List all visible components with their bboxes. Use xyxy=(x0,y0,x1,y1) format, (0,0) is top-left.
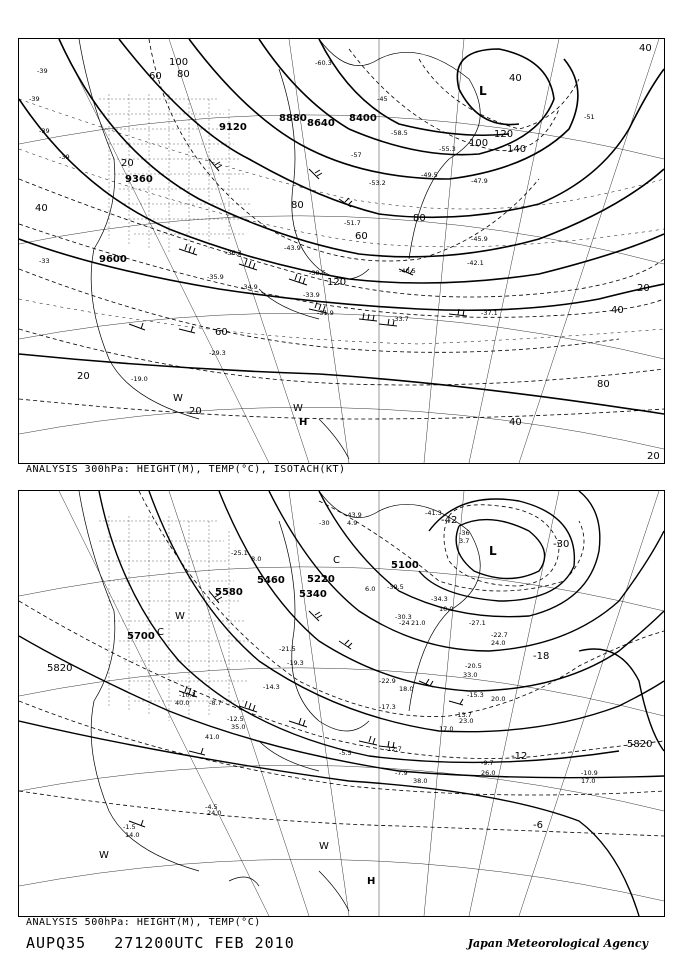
temperature-label: -57 xyxy=(351,151,362,159)
isotach-label: 120 xyxy=(494,129,514,140)
isotherm-lines xyxy=(19,99,664,344)
lat-lon-grid xyxy=(19,491,664,916)
isotach-label: 80 xyxy=(177,69,190,80)
temperature-label: -10.3 xyxy=(179,691,196,699)
low-pressure-center: L xyxy=(479,84,487,98)
temperature-label: -42 xyxy=(441,515,458,526)
temperature-label: 3.7 xyxy=(459,537,470,545)
isotach-label: 140 xyxy=(507,144,527,155)
temperature-label: -39.5 xyxy=(387,583,404,591)
temperature-label: 24.0 xyxy=(491,639,506,647)
warm-airmass-mark: W xyxy=(293,403,303,414)
temperature-label: -30 xyxy=(553,539,570,550)
caption-300hpa: ANALYSIS 300hPa: HEIGHT(M), TEMP(°C), ISOTACH(KT) xyxy=(26,464,346,475)
temperature-label: -31.9 xyxy=(317,309,334,317)
chart-code: AUPQ35 xyxy=(26,934,87,952)
temperature-label: -39 xyxy=(59,153,70,161)
temperature-label: 17.0 xyxy=(439,725,454,733)
temperature-label: 23.0 xyxy=(459,717,474,725)
warm-airmass-mark: W xyxy=(319,841,329,852)
height-label: 9360 xyxy=(125,174,153,185)
temperature-label: -39 xyxy=(37,67,48,75)
temperature-label: -15.3 xyxy=(467,691,484,699)
terrain-hatching xyxy=(99,94,251,254)
temperature-label: -42.1 xyxy=(467,259,484,267)
isotach-label: 100 xyxy=(169,57,189,68)
map-500hpa xyxy=(18,490,665,917)
temperature-label: -14.3 xyxy=(263,683,280,691)
temperature-label: -55.3 xyxy=(439,145,456,153)
coastlines xyxy=(79,39,480,459)
isotach-label: 40 xyxy=(35,203,48,214)
temperature-label: -58.5 xyxy=(391,129,408,137)
temperature-label: -13.7 xyxy=(455,711,472,719)
isotach-label: 40 xyxy=(509,417,522,428)
temperature-label: -40.5 xyxy=(399,267,416,275)
isotach-label: 80 xyxy=(413,213,426,224)
isotach-label: 20 xyxy=(637,283,650,294)
valid-time: 271200UTC FEB 2010 xyxy=(114,934,295,952)
temperature-label: -19.0 xyxy=(131,375,148,383)
height-label: 5340 xyxy=(299,589,327,600)
temperature-label: -12.5 xyxy=(227,715,244,723)
temperature-label: 41.0 xyxy=(205,733,220,741)
isotach-label: 20 xyxy=(647,451,660,462)
isotach-label: 20 xyxy=(121,158,134,169)
temperature-label: -1.5 xyxy=(123,823,136,831)
temperature-label: -24 xyxy=(399,619,410,627)
temperature-label: -22.9 xyxy=(379,677,396,685)
temperature-label: -33.7 xyxy=(392,315,409,323)
height-contours xyxy=(19,491,664,916)
temperature-label: 35.0 xyxy=(231,723,246,731)
temperature-label: -33 xyxy=(39,257,50,265)
temperature-label: -60.3 xyxy=(315,59,332,67)
height-contours xyxy=(19,39,664,414)
temperature-label: -34.9 xyxy=(241,283,258,291)
temperature-label: -12 xyxy=(511,751,528,762)
height-label: 9120 xyxy=(219,122,247,133)
temperature-label: -45 xyxy=(377,95,388,103)
map-300hpa xyxy=(18,38,665,464)
isotach-label: 40 xyxy=(509,73,522,84)
isotach-label: 80 xyxy=(291,200,304,211)
isotach-label: 120 xyxy=(327,277,347,288)
temperature-label: -49.5 xyxy=(421,171,438,179)
isotach-label: 20 xyxy=(77,371,90,382)
low-pressure-center: L xyxy=(489,544,497,558)
map-300hpa-graphic xyxy=(19,39,664,463)
temperature-label: -22.7 xyxy=(491,631,508,639)
isotach-label: 60 xyxy=(215,327,228,338)
agency-name: Japan Meteorological Agency xyxy=(467,937,648,950)
temperature-label: 18.0 xyxy=(399,685,414,693)
temperature-label: -51 xyxy=(584,113,595,121)
cold-airmass-mark: C xyxy=(333,555,340,566)
chart-header xyxy=(26,934,295,952)
temperature-label: -21.5 xyxy=(279,645,296,653)
isotach-label: 100 xyxy=(469,138,489,149)
temperature-label: 21.0 xyxy=(411,619,426,627)
temperature-label: -43.9 xyxy=(284,244,301,252)
height-label: 8640 xyxy=(307,118,335,129)
temperature-label: 24.0 xyxy=(207,809,222,817)
temperature-label: -36.3 xyxy=(225,249,242,257)
temperature-label: -18 xyxy=(533,651,550,662)
temperature-label: -36 xyxy=(459,529,470,537)
height-label: 5100 xyxy=(391,560,419,571)
warm-airmass-mark: W xyxy=(99,850,109,861)
temperature-label: -20.5 xyxy=(465,662,482,670)
temperature-label: -10.9 xyxy=(581,769,598,777)
temperature-label: -34.3 xyxy=(431,595,448,603)
isotach-label: 40 xyxy=(611,305,624,316)
temperature-label: -53.2 xyxy=(369,179,386,187)
temperature-label: -4.5 xyxy=(205,803,218,811)
temperature-label: -47.9 xyxy=(471,177,488,185)
height-label: 5220 xyxy=(307,574,335,585)
map-500hpa-graphic xyxy=(19,491,664,916)
cold-airmass-mark: C xyxy=(157,627,164,638)
temperature-label: 40.0 xyxy=(175,699,190,707)
height-label: 8880 xyxy=(279,113,307,124)
height-label: 9600 xyxy=(99,254,127,265)
temperature-label: -27.1 xyxy=(469,619,486,627)
temperature-label: -35.9 xyxy=(207,273,224,281)
height-label: 5700 xyxy=(127,631,155,642)
temperature-label: -6 xyxy=(533,820,543,831)
temperature-label: -9.7 xyxy=(481,759,494,767)
isotach-label: 60 xyxy=(355,231,368,242)
temperature-label: -39 xyxy=(39,127,50,135)
height-label: 5820 xyxy=(627,739,653,750)
height-label: 5580 xyxy=(215,587,243,598)
temperature-label: -39 xyxy=(29,95,40,103)
temperature-label: -17.3 xyxy=(379,703,396,711)
isotach-label: 20 xyxy=(189,406,202,417)
isotach-label: 80 xyxy=(597,379,610,390)
temperature-label: -43.9 xyxy=(345,511,362,519)
high-pressure-center: H xyxy=(299,417,308,428)
temperature-label: 10.0 xyxy=(439,605,454,613)
temperature-label: -5.5 xyxy=(339,749,352,757)
temperature-label: 38.0 xyxy=(413,777,428,785)
temperature-label: -29.3 xyxy=(209,349,226,357)
temperature-label: 33.0 xyxy=(463,671,478,679)
temperature-label: 8.0 xyxy=(251,555,262,563)
temperature-label: 4.9 xyxy=(347,519,358,527)
temperature-label: -30 xyxy=(319,519,330,527)
temperature-label: -41.3 xyxy=(425,509,442,517)
temperature-label: -30.3 xyxy=(395,613,412,621)
temperature-label: 26.0 xyxy=(481,769,496,777)
temperature-label: -33.9 xyxy=(303,291,320,299)
temperature-label: -8.7 xyxy=(209,699,222,707)
temperature-label: -12.7 xyxy=(385,745,402,753)
temperature-label: 17.0 xyxy=(581,777,596,785)
temperature-label: -45.9 xyxy=(471,235,488,243)
temperature-label: 6.0 xyxy=(365,585,376,593)
temperature-label: 14.0 xyxy=(125,831,140,839)
temperature-label: -51.7 xyxy=(344,219,361,227)
caption-500hpa: ANALYSIS 500hPa: HEIGHT(M), TEMP(°C) xyxy=(26,917,261,928)
isotach-label: 60 xyxy=(149,71,162,82)
temperature-label: 20.0 xyxy=(491,695,506,703)
high-pressure-center: H xyxy=(367,876,376,887)
temperature-label: -7.9 xyxy=(395,769,408,777)
warm-airmass-mark: W xyxy=(173,393,183,404)
temperature-label: -19.3 xyxy=(287,659,304,667)
temperature-label: -25.1 xyxy=(231,549,248,557)
height-label: 5460 xyxy=(257,575,285,586)
height-label: 8400 xyxy=(349,113,377,124)
warm-airmass-mark: W xyxy=(175,611,185,622)
temperature-label: -38.5 xyxy=(309,269,326,277)
temperature-label: -37.1 xyxy=(481,309,498,317)
height-label: 5820 xyxy=(47,663,73,674)
isotach-label: 40 xyxy=(639,43,652,54)
